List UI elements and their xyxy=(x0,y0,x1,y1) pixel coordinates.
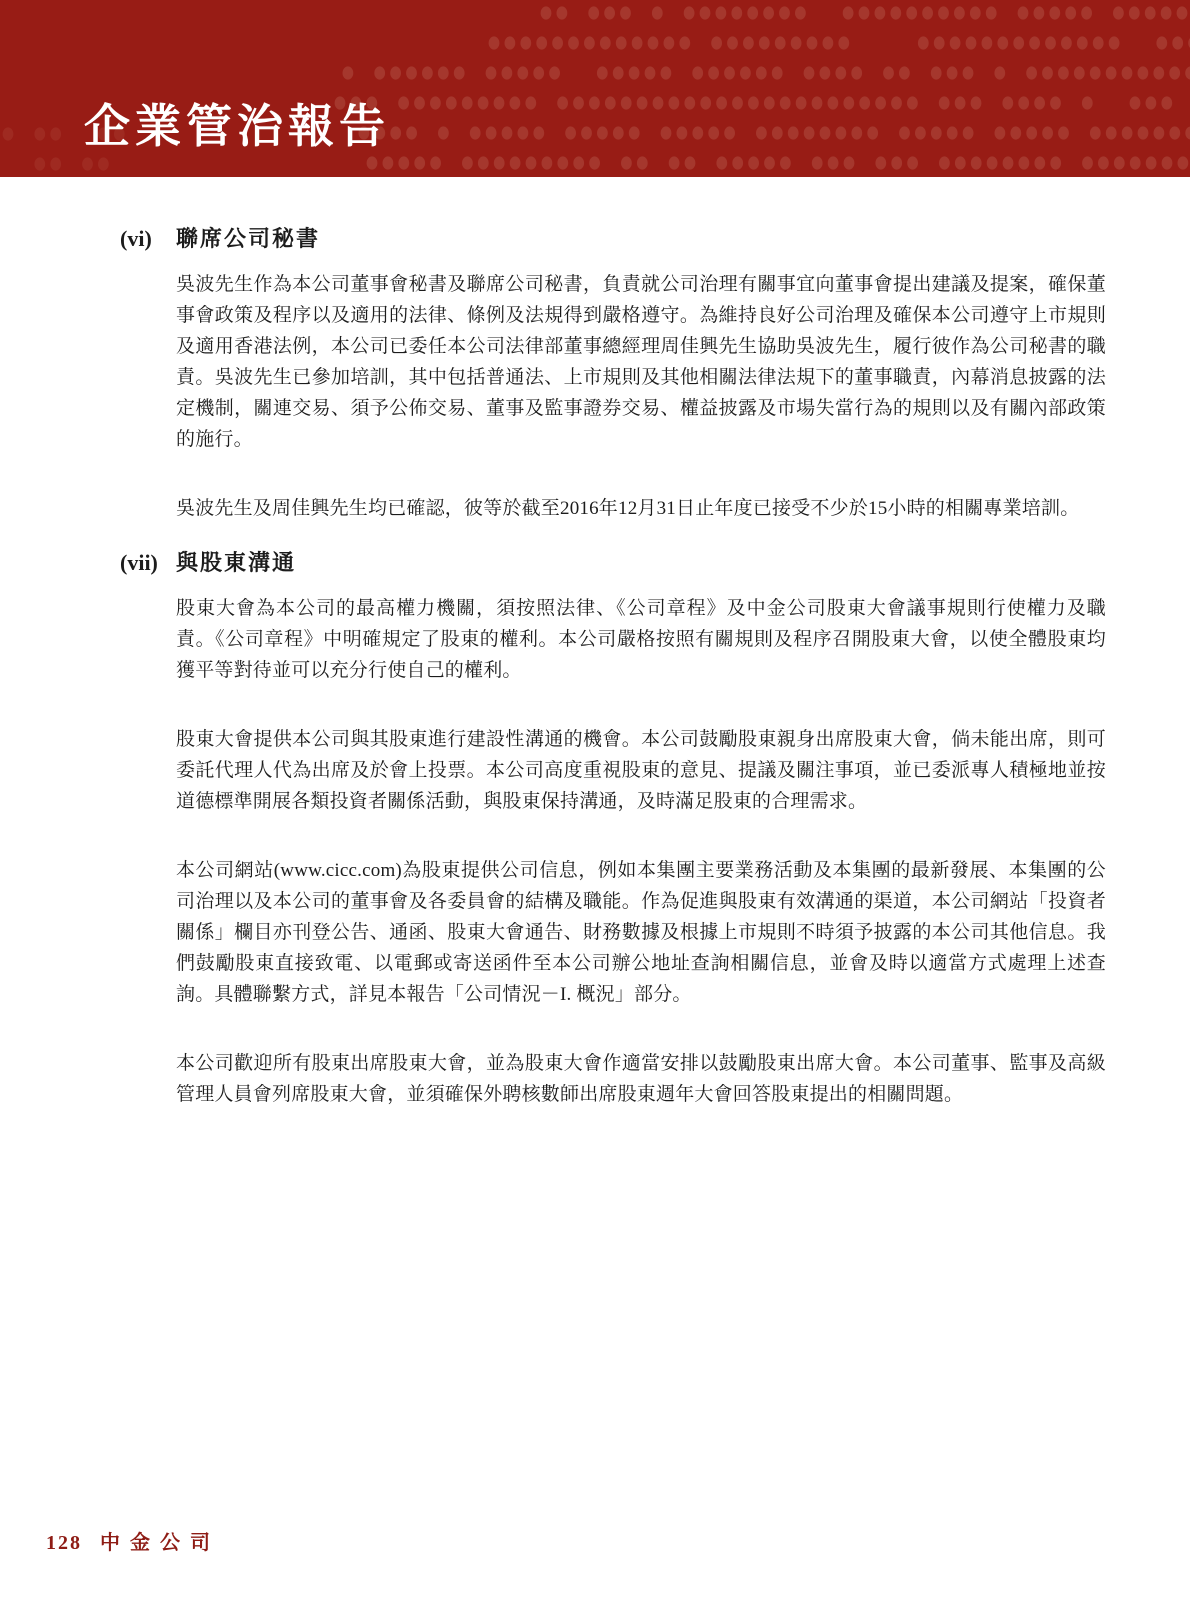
page-footer xyxy=(46,1526,220,1555)
paragraph: 股東大會為本公司的最高權力機關，須按照法律、《公司章程》及中金公司股東大會議事規則行使權力及職責。《公司章程》中明確規定了股東的權利。本公司嚴格按照有關規則及程序召開股東大會，以使全體股東均獲平等對待並可以充分行使自己的權利。 xyxy=(176,598,1106,681)
section-heading xyxy=(120,224,1190,253)
paragraph: 股東大會提供本公司與其股東進行建設性溝通的機會。本公司鼓勵股東親身出席股東大會，倘未能出席，則可委託代理人代為出席及於會上投票。本公司高度重視股東的意見、提議及關注事項，並已委派專人積極地並按道德標準開展各類投資者關係活動，與股東保持溝通，及時滿足股東的合理需求。 xyxy=(176,729,1106,812)
section-title: 與股東溝通 xyxy=(176,550,297,575)
section-communication-with-shareholders xyxy=(0,548,1190,1110)
company-name: 中金公司 xyxy=(100,1532,220,1554)
section-co-company-secretaries xyxy=(0,224,1190,524)
paragraph: 吳波先生及周佳興先生均已確認，彼等於截至2016年12月31日止年度已接受不少於15小時的相關專業培訓。 xyxy=(176,498,1080,519)
section-number: (vi) xyxy=(120,226,152,251)
paragraph: 吳波先生作為本公司董事會秘書及聯席公司秘書，負責就公司治理有關事宜向董事會提出建議及提案，確保董事會政策及程序以及適用的法律、條例及法規得到嚴格遵守。為維持良好公司治理及確保本公司遵守上市規則及適用香港法例，本公司已委任本公司法律部董事總經理周佳興先生協助吳波先生，履行彼作為公司秘書的職責。吳波先生已參加培訓，其中包括普通法、上市規則及其他相關法律法規下的董事職責，內幕消息披露的法定機制，關連交易、須予公佈交易、董事及監事證券交易、權益披露及市場失當行為的規則以及有關內部政策的施行。 xyxy=(176,274,1106,450)
section-title: 聯席公司秘書 xyxy=(176,226,321,251)
paragraph: 本公司網站(www.cicc.com)為股東提供公司信息，例如本集團主要業務活動及本集團的最新發展、本集團的公司治理以及本公司的董事會及各委員會的結構及職能。作為促進與股東有效溝通的渠道，本公司網站「投資者關係」欄目亦刊登公告、通函、股東大會通告、財務數據及根據上市規則不時須予披露的本公司其他信息。我們鼓勵股東直接致電、以電郵或寄送函件至本公司辦公地址查詢相關信息，並會及時以適當方式處理上述查詢。具體聯繫方式，詳見本報告「公司情況－I. 概況」部分。 xyxy=(176,860,1106,1005)
paragraph: 本公司歡迎所有股東出席股東大會，並為股東大會作適當安排以鼓勵股東出席大會。本公司董事、監事及高級管理人員會列席股東大會，並須確保外聘核數師出席股東週年大會回答股東提出的相關問題。 xyxy=(176,1053,1106,1105)
page-title: 企業管治報告 xyxy=(84,101,390,152)
report-content xyxy=(0,177,1190,1110)
page-header-banner xyxy=(0,0,1190,177)
page-number: 128 xyxy=(46,1532,82,1554)
section-heading xyxy=(120,548,1190,577)
section-number: (vii) xyxy=(120,550,158,575)
